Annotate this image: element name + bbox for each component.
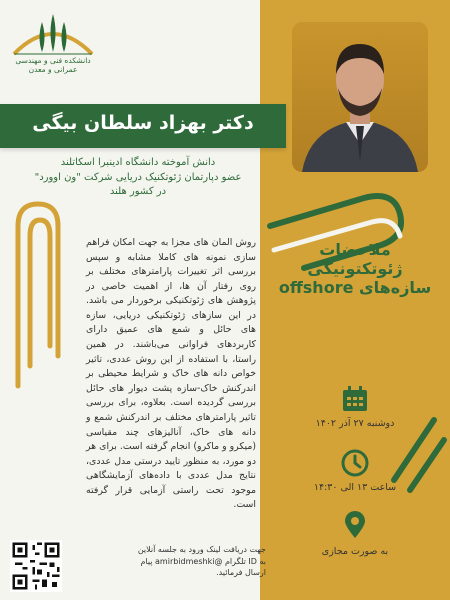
bio-line-3: در کشور هلند (109, 186, 167, 197)
speaker-bio (14, 156, 262, 200)
registration-info (70, 544, 266, 579)
faculty-logo (8, 8, 98, 88)
abstract-text: روش المان های مجزا به جهت امکان فراهم سازی نمونه های کاملا مشابه و سپس بررسی اثر تغییرات پارامترهای مختلف بر روی رفتار آن ها، از اهمیت خاصی در پژوهش های ژئوتکنیکی برخوردار می باشد. در این سازهای ژئوتکنیکی دریایی، سازه های حائل و شمع های عمیق دارای کاربردهای فراوانی می‌باشند. در همین راستا، با استفاده از این روش عددی، تاثیر خواص دانه های خاک و شرایط محیطی بر اندرکنش خاک-سازه پشت دیوار های حائل بررسی گردیده است. بعلاوه، برای بررسی تاثیر پارامترهای مختلف بر اندرکنش شمع و دانه های خاک، آنالیزهای چند مقیاسی (میکرو و ماکرو) انجام گرفته است. برای هر دو مورد، به منظور تایید درستی مدل عددی، نتایج مدل عددی با داده‌های آزمایشگاهی موجود تحت راستی آزمایی قرار گرفته است. (86, 237, 256, 511)
event-location: به صورت مجازی (321, 546, 389, 557)
faculty-name-line2: عمرانی و معدن (28, 65, 78, 75)
faculty-name-line1: دانشکده فنی و مهندسی (15, 56, 91, 65)
speaker-name-banner (0, 104, 286, 148)
talk-title (262, 240, 448, 298)
bio-line-2: عضو دپارتمان ژئوتکنیک دریایی شرکت "ون اوورد" (34, 171, 242, 183)
bio-line-1: دانش آموخته دانشگاه ادینبرا اسکاتلند (60, 157, 216, 168)
clock-icon (340, 448, 370, 478)
registration-line3: ارسال فرمائید. (216, 568, 266, 578)
talk-title-line3: سازه‌های offshore (278, 278, 432, 298)
registration-line1: جهت دریافت لینک ورود به جلسه آنلاین (137, 545, 266, 554)
location-pin-icon (340, 510, 370, 540)
speaker-photo (292, 22, 428, 172)
faculty-name (8, 56, 98, 75)
event-time: ساعت ۱۳ الی ۱۴:۳۰ (313, 482, 397, 493)
talk-title-line2: ژئوتکتونیکی (307, 259, 403, 279)
qr-code (10, 540, 62, 592)
calendar-icon (340, 384, 370, 414)
registration-line2: به ID تلگرام @amirbidmeshki پیام (140, 556, 266, 566)
talk-title-line1: ملاحضات (319, 240, 391, 259)
decorative-clips-left (8, 196, 88, 396)
event-date: دوشنبه ۲۷ آذر ۱۴۰۲ (315, 418, 395, 429)
speaker-name: دکتر بهزاد سلطان بیگی (32, 112, 254, 134)
